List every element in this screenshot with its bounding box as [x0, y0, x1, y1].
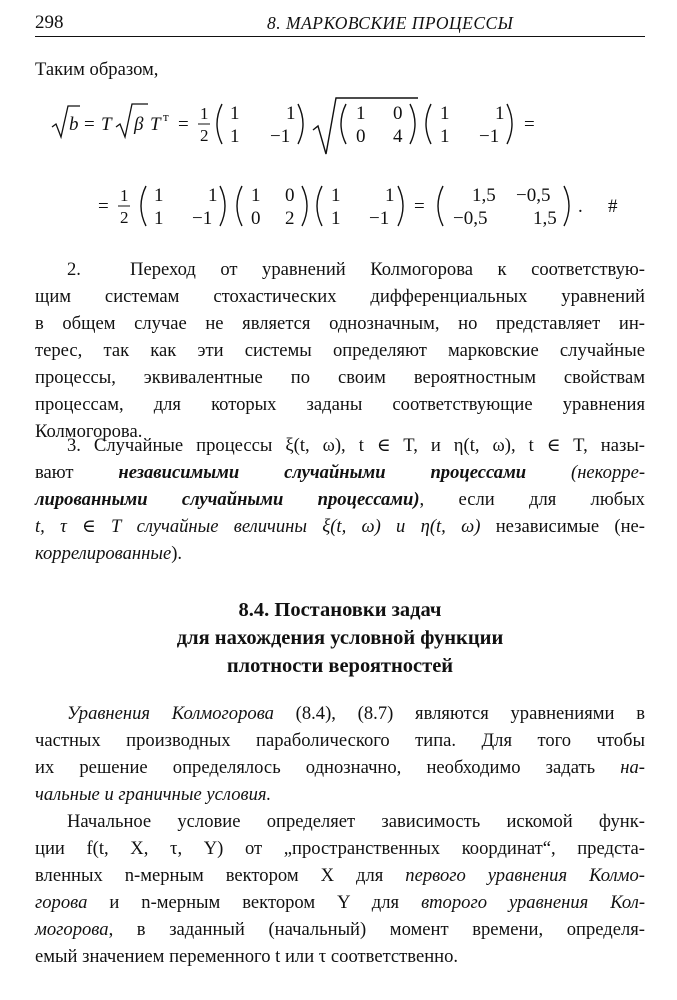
svg-text:1: 1	[154, 185, 164, 206]
svg-text:1: 1	[356, 103, 366, 124]
svg-text:T: T	[150, 114, 161, 135]
svg-text:1: 1	[200, 104, 209, 123]
page-number: 298	[35, 12, 64, 33]
svg-text:b: b	[69, 114, 79, 135]
svg-text:0: 0	[285, 185, 295, 206]
svg-text:2: 2	[120, 208, 129, 227]
section-title: 8.4. Постановки задач для нахождения условной функции плотности вероятностей	[176, 599, 504, 677]
svg-text:=: =	[84, 114, 95, 135]
svg-text:#: #	[608, 196, 618, 217]
svg-text:−1: −1	[192, 208, 213, 229]
svg-text:=: =	[524, 114, 535, 135]
svg-text:1: 1	[385, 185, 395, 206]
svg-text:−0,5: −0,5	[516, 185, 551, 206]
remark-3: 3. Случайные процессы ξ(t, ω), t ∈ T, и η(t, ω), t ∈ T, назы- вают независимыми случайными процессами (некорре- лированными случайными процессами), если для любых t, τ ∈ T случайные величины ξ(t, ω) и η(t, ω) независимые (не- коррелированные).	[35, 435, 646, 564]
intro-text: Таким образом,	[35, 59, 159, 80]
svg-text:1: 1	[251, 185, 261, 206]
running-title: 8. МАРКОВСКИЕ ПРОЦЕССЫ	[267, 13, 514, 33]
svg-text:1: 1	[495, 103, 505, 124]
svg-text:1: 1	[286, 103, 296, 124]
svg-text:−0,5: −0,5	[453, 208, 488, 229]
svg-text:т: т	[163, 109, 169, 124]
svg-text:−1: −1	[479, 126, 500, 147]
svg-text:4: 4	[393, 126, 403, 147]
svg-text:T: T	[101, 114, 112, 135]
paragraph-2: Начальное условие определяет зависимость искомой функ- ции f(t, X, τ, Y) от „пространственных координат“, предста- вленных n-мерным вектором X для первого уравнения Колмо- горова и n-мерным вектором Y для второго уравнения Кол- могорова, в заданный (начальный) момент времени, определя- емый значением переменного t или τ соответственно.	[35, 811, 646, 967]
svg-text:0: 0	[251, 208, 261, 229]
formula-block	[0, 92, 677, 242]
svg-text:1: 1	[440, 126, 450, 147]
svg-text:β: β	[134, 114, 144, 135]
svg-text:.: .	[578, 196, 583, 217]
svg-text:1: 1	[208, 185, 218, 206]
svg-text:1,5: 1,5	[472, 185, 496, 206]
svg-text:1: 1	[440, 103, 450, 124]
svg-text:1: 1	[331, 208, 341, 229]
svg-text:=: =	[178, 114, 189, 135]
svg-text:−1: −1	[369, 208, 390, 229]
svg-text:1: 1	[120, 186, 129, 205]
svg-text:1: 1	[230, 103, 240, 124]
svg-text:1: 1	[230, 126, 240, 147]
svg-text:=: =	[414, 196, 425, 217]
svg-text:=: =	[98, 196, 109, 217]
svg-text:0: 0	[393, 103, 403, 124]
svg-text:0: 0	[356, 126, 366, 147]
svg-text:1,5: 1,5	[533, 208, 557, 229]
paragraph-1: Уравнения Колмогорова (8.4), (8.7) являются уравнениями в частных производных параболического типа. Для того чтобы их решение определялось однозначно, необходимо задать на- чальные и граничные условия.	[35, 703, 645, 805]
svg-text:2: 2	[200, 126, 209, 145]
svg-text:2: 2	[285, 208, 295, 229]
svg-text:1: 1	[331, 185, 341, 206]
svg-text:1: 1	[154, 208, 164, 229]
header-rule	[35, 36, 645, 37]
svg-text:−1: −1	[270, 126, 291, 147]
remark-2: 2. Переход от уравнений Колмогорова к соответствую- щим системам стохастических дифференциальных уравнений в общем случае не является однозначным, но представляет ин- терес, так как эти системы определяют марковские случайные процессы, эквивалентные по своим вероятностным свойствам процессам, для которых заданы соответствующие уравнения Колмогорова.	[35, 259, 645, 442]
